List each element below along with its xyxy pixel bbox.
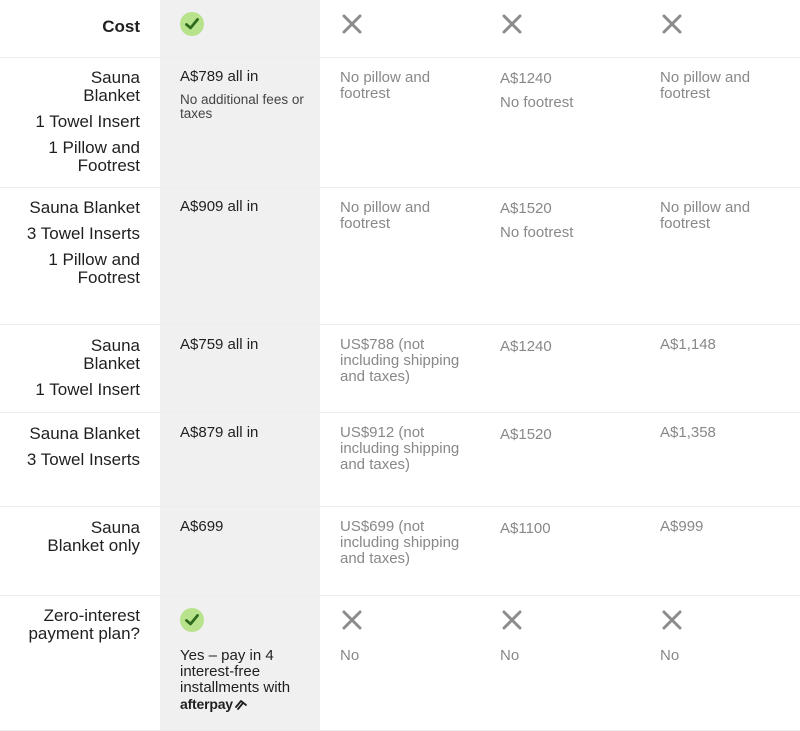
row-label-line: 1 Towel Insert	[35, 380, 140, 399]
row-label-line: Sauna Blanket only	[47, 518, 140, 555]
table-row	[0, 188, 800, 325]
row-label	[0, 519, 140, 555]
row-label	[0, 337, 140, 399]
competitor-2-price: A$1240	[500, 70, 552, 87]
our-payment-cell	[180, 648, 292, 713]
check-icon	[180, 12, 204, 36]
cross-icon	[341, 609, 363, 631]
competitor-2-note: No footrest	[500, 224, 574, 241]
row-label-line: Sauna Blanket	[83, 68, 140, 105]
our-price-note: No additional fees or taxes	[180, 92, 304, 121]
row-label-line: 3 Towel Inserts	[26, 450, 140, 469]
afterpay-logo: afterpay	[180, 696, 233, 712]
competitor-2-cell: A$1100	[500, 520, 551, 537]
competitor-3-payment: No	[660, 647, 680, 664]
competitor-3-cell: A$1,358	[660, 424, 716, 441]
competitor-1-cell: US$699 (not including shipping and taxes)	[340, 518, 460, 567]
competitor-2-cell	[500, 71, 625, 111]
header-row	[0, 0, 800, 58]
our-price-cell	[180, 69, 308, 121]
cross-icon	[501, 13, 523, 35]
our-price-cell: A$909 all in	[180, 198, 259, 215]
cross-icon	[501, 609, 523, 631]
competitor-3-cell: A$999	[660, 518, 704, 535]
row-label-line: Sauna Blanket	[29, 198, 140, 217]
row-label-line: Sauna Blanket	[29, 424, 140, 443]
row-label-line: 1 Pillow and Footrest	[48, 250, 140, 287]
competitor-2-price: A$1520	[500, 200, 552, 217]
competitor-1-cell: No pillow and footrest	[340, 199, 431, 232]
competitor-2-note: No footrest	[500, 94, 574, 111]
table-row	[0, 325, 800, 413]
row-label-line: Sauna Blanket	[83, 336, 140, 373]
row-label	[0, 425, 140, 469]
table-row	[0, 413, 800, 507]
check-icon	[180, 608, 204, 632]
our-price: A$789 all in	[180, 68, 259, 85]
competitor-1-cell: No pillow and footrest	[340, 69, 431, 102]
row-label-line: 1 Pillow and Footrest	[48, 138, 140, 175]
row-label	[0, 69, 140, 175]
cross-icon	[661, 609, 683, 631]
competitor-1-payment: No	[340, 647, 360, 664]
payment-plan-row	[0, 596, 800, 731]
cross-icon	[661, 13, 683, 35]
row-label-line: 1 Towel Insert	[35, 112, 140, 131]
table-row	[0, 507, 800, 596]
cross-icon	[341, 13, 363, 35]
our-payment-text: Yes – pay in 4 interest-free installments with	[180, 647, 291, 696]
row-label-payment-plan: Zero-interest payment plan?	[28, 606, 140, 643]
competitor-1-cell: US$788 (not including shipping and taxes)	[340, 336, 460, 385]
row-label-cost: Cost	[102, 17, 140, 36]
our-price-cell: A$699	[180, 518, 224, 535]
table-row	[0, 58, 800, 188]
competitor-3-cell: No pillow and footrest	[660, 69, 751, 102]
competitor-2-cell: A$1520	[500, 426, 552, 443]
our-price-cell: A$879 all in	[180, 424, 259, 441]
afterpay-icon	[234, 699, 248, 711]
competitor-2-payment: No	[500, 647, 520, 664]
competitor-2-cell: A$1240	[500, 338, 552, 355]
row-label-line: 3 Towel Inserts	[26, 224, 140, 243]
our-price-cell: A$759 all in	[180, 336, 259, 353]
competitor-3-cell: No pillow and footrest	[660, 199, 751, 232]
competitor-3-cell: A$1,148	[660, 336, 716, 353]
competitor-1-cell: US$912 (not including shipping and taxes)	[340, 424, 460, 473]
row-label	[0, 199, 140, 287]
competitor-2-cell	[500, 201, 625, 241]
